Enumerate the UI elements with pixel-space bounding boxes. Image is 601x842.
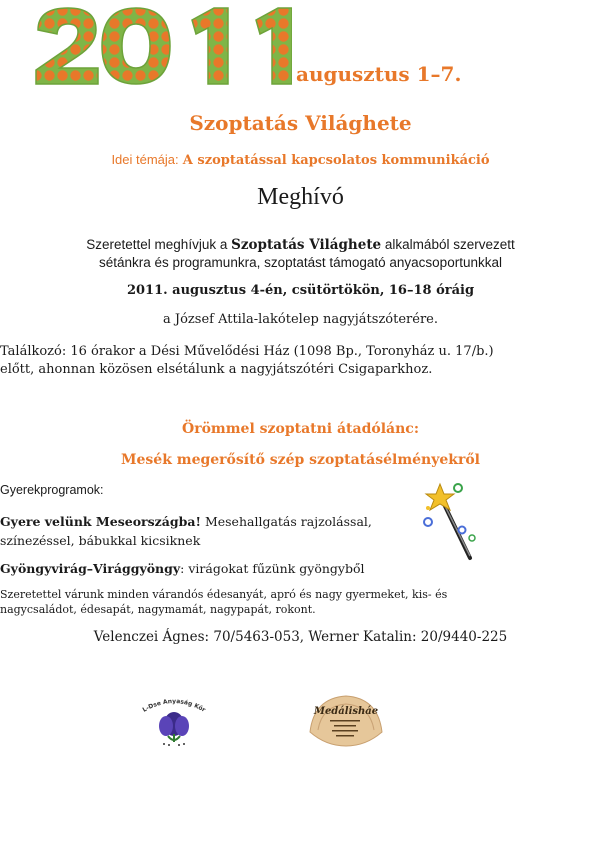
kids-programs-label: Gyerekprogramok: [0,483,104,497]
program2-desc: : virágokat fűzünk gyöngyből [180,561,365,576]
program2-title: Gyöngyvirág–Virággyöngy [0,561,181,576]
welcome-line1: Szeretettel várunk minden várandós édesanyát, apró és nagy gyermeket, kis- és [0,588,448,601]
kids-program-2 [0,561,365,576]
program1-title: Gyere velünk Meseországba! [0,514,201,529]
theme-label: Idei témája: [111,152,179,167]
program1-desc2: színezéssel, bábukkal kicsiknek [0,533,201,548]
program1-desc1: Mesehallgatás rajzolással, [204,514,372,529]
meeting-line2: előtt, ahonnan közösen elsétálunk a nagyjátszótéri Csigaparkhoz. [0,362,433,377]
medalishae-logo [306,692,384,748]
magic-wand-icon [420,478,490,562]
meeting-info [0,343,560,379]
welcome-text [0,587,500,617]
theme-line [0,152,601,168]
welcome-line2: nagycsaládot, édesapát, nagymamát, nagypapát, rokont. [0,603,316,616]
meeting-line1: Találkozó: 16 órakor a Dési Művelődési Ház (1098 Bp., Toronyház u. 17/b.) [0,344,494,359]
event-date: augusztus 1–7. [296,62,462,86]
anyasag-kor-logo [138,692,210,748]
intro-part2: alkalmából szervezett [384,237,515,252]
year-2011-graphic [30,4,292,88]
event-time: 2011. augusztus 4-én, csütörtökön, 16–18 óráig [126,283,475,298]
svg-text:L-Dse Anyaság Kör [141,698,206,714]
intro-line2: sétánkra és programunkra, szoptatást támogató anyacsoportunkkal [99,255,502,270]
logo-right-text: Medálisháe [313,706,379,717]
intro-part1: Szeretettel meghívjuk a [86,237,228,252]
tales-heading: Mesék megerősítő szép szoptatásélményekről [121,452,480,468]
intro-bold: Szoptatás Világhete [231,237,382,253]
logo-left-text: L-Dse Anyaság Kör [141,697,207,714]
contact-info: Velenczei Ágnes: 70/5463-053, Werner Katalin: 20/9440-225 [93,629,508,645]
event-location: a József Attila-lakótelep nagyjátszóterére. [163,312,438,327]
intro-paragraph [0,236,601,272]
invite-heading: Meghívó [257,184,344,210]
page-title: Szoptatás Világhete [189,111,412,135]
kids-program-1 [0,512,420,550]
chain-heading: Örömmel szoptatni átadólánc: [182,421,419,437]
theme-value: A szoptatással kapcsolatos kommunikáció [182,153,490,168]
